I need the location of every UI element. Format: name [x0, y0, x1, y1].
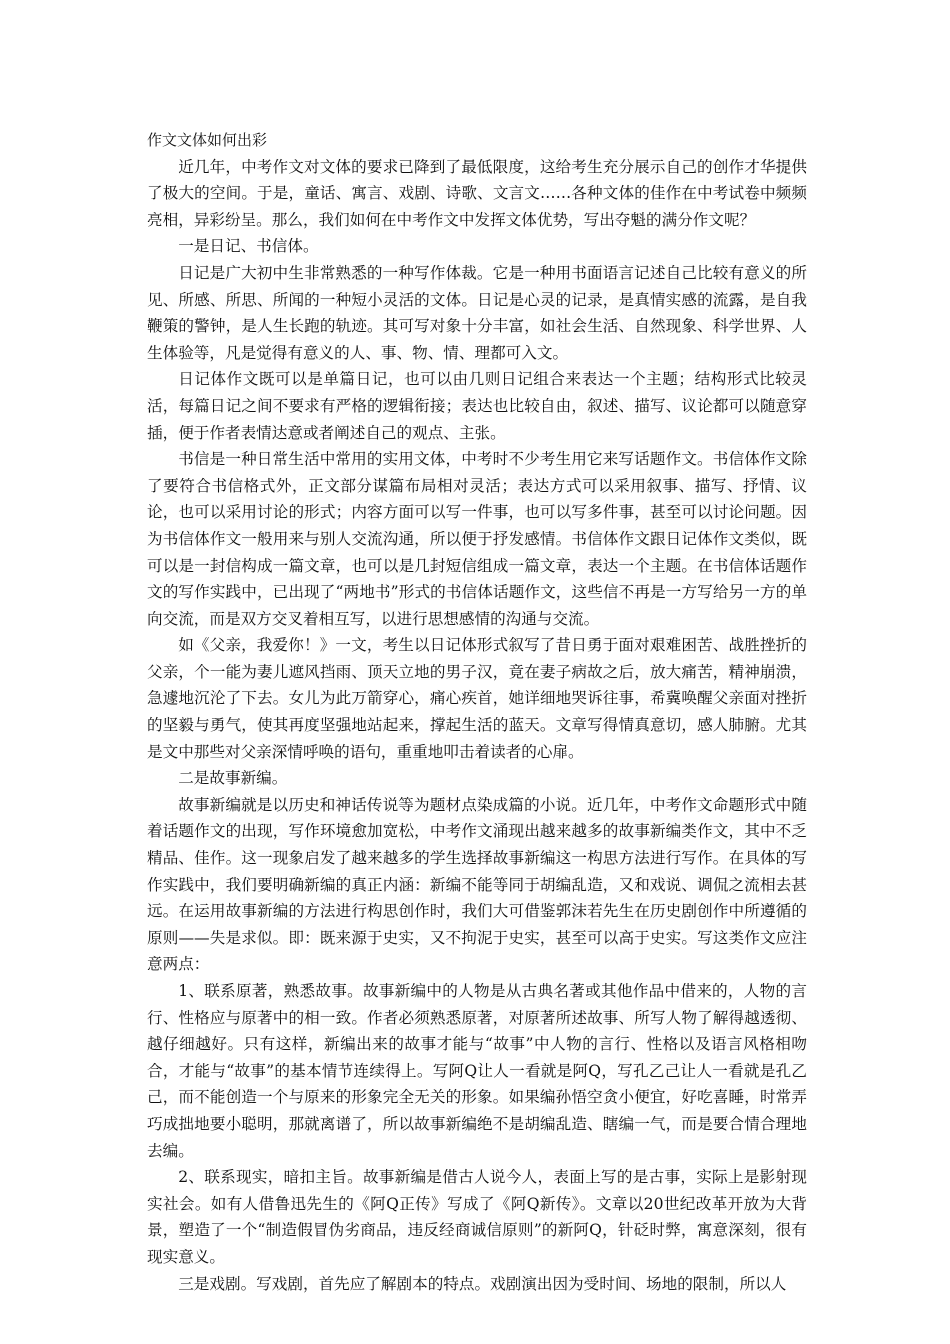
section-heading-diary-letter: 一是日记、书信体。 [178, 237, 319, 256]
paragraph-diary-structure: 日记体作文既可以是单篇日记，也可以由几则日记组合来表达一个主题；结构形式比较灵活，每篇日记之间不要求有严格的逻辑衔接；表达也比较自由，叙述、描写、议论都可以随意穿插，便于作者表情达意或者阐述自己的观点、主张。 [147, 370, 807, 442]
paragraph-point-reality: 2、联系现实，暗扣主旨。故事新编是借古人说今人，表面上写的是古事，实际上是影射现实社会。如有人借鲁迅先生的《阿Q正传》写成了《阿Q新传》。文章以20世纪改革开放为大背景，塑造了一个“制造假冒伪劣商品，违反经商诚信原则”的新阿Q，针砭时弊，寓意深刻，很有现实意义。 [147, 1168, 807, 1266]
paragraph-intro: 近几年，中考作文对文体的要求已降到了最低限度，这给考生充分展示自己的创作才华提供了极大的空间。于是，童话、寓言、戏剧、诗歌、文言文……各种文体的佳作在中考试卷中频频亮相，异彩纷呈。那么，我们如何在中考作文中发挥文体优势，写出夺魁的满分作文呢？ [147, 157, 807, 229]
document-title: 作文文体如何出彩 [147, 131, 268, 149]
paragraph-diary-definition: 日记是广大初中生非常熟悉的一种写作体裁。它是一种用书面语言记述自己比较有意义的所见、所感、所思、所闻的一种短小灵活的文体。日记是心灵的记录，是真情实感的流露，是自我鞭策的警钟，是人生长跑的轨迹。其可写对象十分丰富，如社会生活、自然现象、科学世界、人生体验等，凡是觉得有意义的人、事、物、情、理都可入文。 [147, 263, 807, 362]
paragraph-example-father: 如《父亲，我爱你！》一文，考生以日记体形式叙写了昔日勇于面对艰难困苦、战胜挫折的父亲，个一能为妻儿遮风挡雨、顶天立地的男子汉，竟在妻子病故之后，放大痛苦，精神崩溃，急遽地沉沦了下去。女儿为此万箭穿心，痛心疾首，她详细地哭诉往事，希冀唤醒父亲面对挫折的坚毅与勇气，使其再度坚强地站起来，撑起生活的蓝天。文章写得情真意切，感人肺腑。尤其是文中那些对父亲深情呼唤的语句，重重地叩击着读者的心扉。 [147, 636, 807, 761]
document-body [147, 127, 807, 1297]
paragraph-drama: 三是戏剧。写戏剧，首先应了解剧本的特点。戏剧演出因为受时间、场地的限制，所以人 [178, 1274, 787, 1293]
paragraph-story-rewrite-definition: 故事新编就是以历史和神话传说等为题材点染成篇的小说。近几年，中考作文命题形式中随着话题作文的出现，写作环境愈加宽松，中考作文涌现出越来越多的故事新编类作文，其中不乏精品、佳作。这一现象启发了越来越多的学生选择故事新编这一构思方法进行写作。在具体的写作实践中，我们要明确新编的真正内涵：新编不能等同于胡编乱造，又和戏说、调侃之流相去甚远。在运用故事新编的方法进行构思创作时，我们大可借鉴郭沫若先生在历史剧创作中所遵循的原则——失是求似。即：既来源于史实，又不拘泥于史实，甚至可以高于史实。写这类作文应注意两点： [147, 795, 807, 974]
paragraph-letter-style: 书信是一种日常生活中常用的实用文体，中考时不少考生用它来写话题作文。书信体作文除了要符合书信格式外，正文部分谋篇布局相对灵活；表达方式可以采用叙事、描写、抒情、议论，也可以采用讨论的形式；内容方面可以写一件事，也可以写多件事，甚至可以讨论问题。因为书信体作文一般用来与别人交流沟通，所以便于抒发感情。书信体作文跟日记体作文类似，既可以是一封信构成一篇文章，也可以是几封短信组成一篇文章，表达一个主题。在书信体话题作文的写作实践中，已出现了“两地书”形式的书信体话题作文，这些信不再是一方写给另一方的单向交流，而是双方交叉着相互写，以进行思想感情的沟通与交流。 [147, 450, 807, 628]
paragraph-point-original-works: 1、联系原著，熟悉故事。故事新编中的人物是从古典名著或其他作品中借来的，人物的言行、性格应与原著中的相一致。作者必须熟悉原著，对原著所述故事、所写人物了解得越透彻、越仔细越好。只有这样，新编出来的故事才能与“故事”中人物的言行、性格以及语言风格相吻合，才能与“故事”的基本情节连续得上。写阿Q让人一看就是阿Q，写孔乙己让人一看就是孔乙己，而不能创造一个与原来的形象完全无关的形象。如果编孙悟空贪小便宜，好吃喜睡，时常弄巧成拙地要小聪明，那就离谱了，所以故事新编绝不是胡编乱造、瞎编一气，而是要合情合理地去编。 [147, 982, 807, 1160]
section-heading-story-rewrite: 二是故事新编。 [178, 769, 288, 788]
